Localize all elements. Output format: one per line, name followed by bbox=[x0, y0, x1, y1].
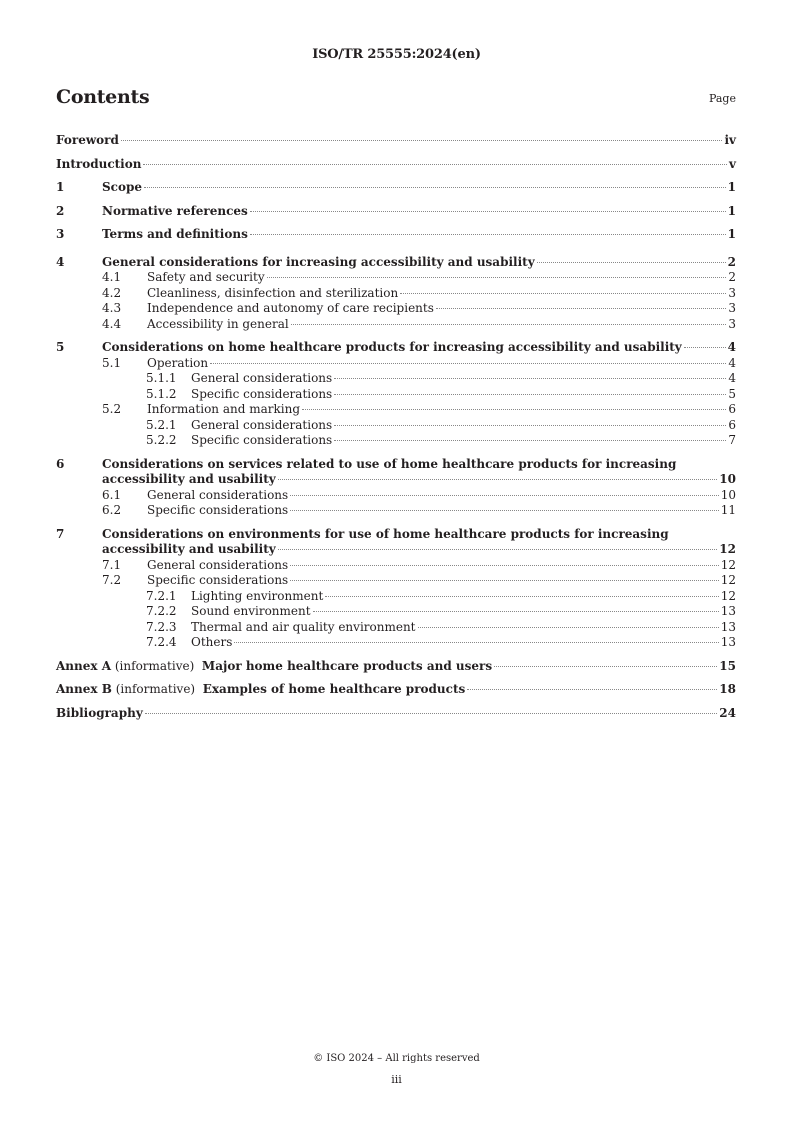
annex-label: Annex A bbox=[56, 658, 112, 673]
toc-page: 13 bbox=[720, 635, 736, 649]
toc-page: 15 bbox=[719, 658, 736, 673]
toc-entry-4-3[interactable] bbox=[56, 301, 736, 317]
toc-page: 2 bbox=[727, 254, 736, 269]
toc-entry-introduction[interactable] bbox=[56, 153, 736, 177]
toc-title: Considerations on home healthcare products for increasing accessibility and usability bbox=[102, 340, 682, 354]
toc-title: General considerations for increasing accessibility and usability bbox=[102, 254, 535, 269]
contents-title: Contents bbox=[56, 86, 150, 108]
copyright-notice: © ISO 2024 – All rights reserved bbox=[313, 1053, 480, 1064]
toc-page: 12 bbox=[719, 542, 736, 556]
toc-entry-5-2[interactable] bbox=[56, 402, 736, 418]
toc-entry-7-2-3[interactable] bbox=[56, 620, 736, 636]
leader-dots bbox=[313, 611, 719, 612]
toc-title: Independence and autonomy of care recipients bbox=[147, 301, 434, 315]
toc-title: Normative references bbox=[102, 203, 248, 218]
toc-page: 1 bbox=[727, 180, 736, 194]
toc-page: 12 bbox=[720, 557, 736, 572]
toc-page: 5 bbox=[728, 386, 736, 401]
toc-number: 1 bbox=[56, 180, 65, 194]
toc-number: 6 bbox=[56, 456, 65, 471]
leader-dots bbox=[418, 627, 719, 628]
leader-dots bbox=[302, 409, 726, 410]
toc-entry-5-1-1[interactable] bbox=[56, 371, 736, 387]
leader-dots bbox=[684, 347, 726, 348]
toc-number: 4 bbox=[56, 254, 65, 269]
toc-page: iv bbox=[724, 133, 736, 147]
toc-title-line2: accessibility and usability bbox=[102, 472, 276, 486]
toc-title: Specific considerations bbox=[147, 573, 289, 587]
toc-title: Specific considerations bbox=[147, 503, 289, 517]
toc-number: 7.1 bbox=[102, 557, 122, 572]
leader-dots bbox=[210, 363, 726, 364]
leader-dots bbox=[290, 580, 719, 581]
toc-title: Scope bbox=[102, 180, 143, 194]
leader-dots bbox=[436, 308, 726, 309]
toc-entry-4-2[interactable] bbox=[56, 286, 736, 302]
toc-title: General considerations bbox=[191, 371, 333, 385]
toc-number: 5.2 bbox=[102, 402, 122, 416]
leader-dots bbox=[467, 689, 717, 690]
document-id-header: ISO/TR 25555:2024(en) bbox=[312, 47, 481, 62]
toc-page: 13 bbox=[720, 619, 736, 634]
toc-page: 13 bbox=[720, 604, 736, 618]
leader-dots bbox=[334, 440, 726, 441]
leader-dots bbox=[290, 510, 719, 511]
toc-entry-section-6[interactable] bbox=[56, 457, 736, 488]
toc-title: Lighting environment bbox=[191, 588, 324, 603]
toc-page: 1 bbox=[727, 227, 736, 241]
toc-title: General considerations bbox=[147, 557, 289, 572]
annex-type: (informative) bbox=[115, 682, 196, 696]
toc-title: Accessibility in general bbox=[147, 316, 289, 331]
toc-title: Major home healthcare products and users bbox=[201, 658, 493, 673]
toc-number: 4.4 bbox=[102, 316, 122, 331]
leader-dots bbox=[334, 425, 726, 426]
toc-number: 7.2.3 bbox=[146, 619, 177, 634]
toc-page: 7 bbox=[728, 433, 736, 447]
toc-title: Introduction bbox=[56, 156, 142, 171]
leader-dots bbox=[291, 324, 727, 325]
toc-number: 5.2.2 bbox=[146, 433, 177, 447]
leader-dots bbox=[250, 211, 726, 212]
toc-entry-foreword[interactable] bbox=[56, 129, 736, 153]
toc-entry-5-2-2[interactable] bbox=[56, 433, 736, 449]
leader-dots bbox=[143, 164, 727, 165]
toc-number: 4.3 bbox=[102, 301, 122, 315]
toc-page: 12 bbox=[720, 588, 736, 603]
toc-entry-section-4[interactable] bbox=[56, 255, 736, 271]
leader-dots bbox=[325, 596, 718, 597]
toc-number: 7.2.2 bbox=[146, 604, 177, 618]
leader-dots bbox=[537, 262, 726, 263]
toc-entry-5-2-1[interactable] bbox=[56, 418, 736, 434]
toc-title: Information and marking bbox=[147, 402, 300, 416]
toc-page: 3 bbox=[728, 301, 736, 315]
toc-entry-6-2[interactable] bbox=[56, 503, 736, 519]
toc-number: 5.1 bbox=[102, 355, 122, 370]
toc-title: Foreword bbox=[56, 133, 119, 147]
toc-title-line2: accessibility and usability bbox=[102, 542, 276, 556]
leader-dots bbox=[234, 642, 718, 643]
leader-dots bbox=[278, 549, 718, 550]
leader-dots bbox=[334, 378, 726, 379]
leader-dots bbox=[290, 565, 719, 566]
annex-label: Annex B bbox=[56, 682, 112, 696]
toc-page: 4 bbox=[728, 355, 736, 370]
toc-title: Sound environment bbox=[191, 604, 311, 618]
toc-page: 10 bbox=[720, 487, 736, 502]
toc-number: 5.1.2 bbox=[146, 386, 177, 401]
toc-number: 4.1 bbox=[102, 270, 122, 284]
toc-title-line1: Considerations on services related to use of home healthcare products for increasing bbox=[102, 456, 677, 471]
toc-number: 5.1.1 bbox=[146, 371, 177, 385]
toc-page: 11 bbox=[720, 503, 736, 517]
toc-title: Operation bbox=[147, 355, 209, 370]
toc-entry-7-2-4[interactable] bbox=[56, 635, 736, 651]
page-number: iii bbox=[391, 1073, 402, 1086]
toc-number: 3 bbox=[56, 227, 65, 241]
leader-dots bbox=[121, 140, 723, 141]
toc-number: 7.2.1 bbox=[146, 588, 177, 603]
toc-number: 7.2 bbox=[102, 573, 122, 587]
toc-entry-4-4[interactable] bbox=[56, 317, 736, 333]
toc-title: General considerations bbox=[147, 487, 289, 502]
leader-dots bbox=[144, 187, 726, 188]
toc-title: Thermal and air quality environment bbox=[191, 619, 416, 634]
toc-page: 3 bbox=[728, 285, 736, 300]
toc-title: Others bbox=[191, 635, 233, 649]
toc-entry-bibliography[interactable] bbox=[56, 702, 736, 726]
toc-title: Terms and definitions bbox=[102, 227, 248, 241]
toc-page: 10 bbox=[719, 472, 736, 486]
toc-entry-section-7[interactable] bbox=[56, 527, 736, 558]
toc-title: Cleanliness, disinfection and sterilization bbox=[147, 285, 399, 300]
toc-entry-terms-and-definitions[interactable] bbox=[56, 223, 736, 247]
toc-entry-section-5[interactable] bbox=[56, 340, 736, 356]
toc-title-line1: Considerations on environments for use of home healthcare products for increasing bbox=[102, 526, 669, 541]
toc-title: General considerations bbox=[191, 417, 333, 432]
toc-title: Specific considerations bbox=[191, 433, 333, 447]
toc-page: v bbox=[729, 156, 736, 171]
toc-page: 2 bbox=[728, 270, 736, 284]
leader-dots bbox=[250, 234, 726, 235]
toc-page: 1 bbox=[727, 203, 736, 218]
leader-dots bbox=[145, 713, 718, 714]
toc-entry-6-1[interactable] bbox=[56, 488, 736, 504]
table-of-contents bbox=[56, 129, 736, 725]
toc-entry-5-1-2[interactable] bbox=[56, 387, 736, 403]
toc-entry-annex-b[interactable] bbox=[56, 678, 736, 702]
toc-entry-5-1[interactable] bbox=[56, 356, 736, 372]
toc-page: 24 bbox=[719, 705, 736, 720]
toc-entry-4-1[interactable] bbox=[56, 270, 736, 286]
toc-number: 2 bbox=[56, 203, 65, 218]
leader-dots bbox=[267, 277, 727, 278]
toc-title: Bibliography bbox=[56, 705, 143, 720]
toc-entry-7-2-1[interactable] bbox=[56, 589, 736, 605]
toc-page: 18 bbox=[719, 682, 736, 696]
toc-entry-7-1[interactable] bbox=[56, 558, 736, 574]
toc-title: Safety and security bbox=[147, 270, 265, 284]
toc-number: 7 bbox=[56, 526, 65, 541]
toc-title: Specific considerations bbox=[191, 386, 333, 401]
toc-number: 6.1 bbox=[102, 487, 122, 502]
leader-dots bbox=[290, 495, 719, 496]
toc-entry-7-2-2[interactable] bbox=[56, 604, 736, 620]
toc-page: 4 bbox=[728, 371, 736, 385]
toc-entry-scope[interactable] bbox=[56, 176, 736, 200]
toc-number: 6.2 bbox=[102, 503, 122, 517]
toc-page: 12 bbox=[720, 573, 736, 587]
toc-number: 7.2.4 bbox=[146, 635, 177, 649]
toc-page: 6 bbox=[728, 417, 736, 432]
toc-entry-7-2[interactable] bbox=[56, 573, 736, 589]
leader-dots bbox=[494, 666, 717, 667]
annex-type: (informative) bbox=[114, 658, 195, 673]
toc-title: Examples of home healthcare products bbox=[202, 682, 466, 696]
leader-dots bbox=[400, 293, 726, 294]
page-column-label: Page bbox=[708, 92, 736, 105]
leader-dots bbox=[334, 394, 726, 395]
toc-number: 5 bbox=[56, 340, 65, 354]
leader-dots bbox=[278, 479, 718, 480]
toc-page: 6 bbox=[728, 402, 736, 416]
toc-number: 5.2.1 bbox=[146, 417, 177, 432]
toc-page: 3 bbox=[728, 316, 736, 331]
toc-number: 4.2 bbox=[102, 285, 122, 300]
toc-entry-normative-references[interactable] bbox=[56, 200, 736, 224]
toc-page: 4 bbox=[727, 340, 736, 354]
toc-entry-annex-a[interactable] bbox=[56, 655, 736, 679]
